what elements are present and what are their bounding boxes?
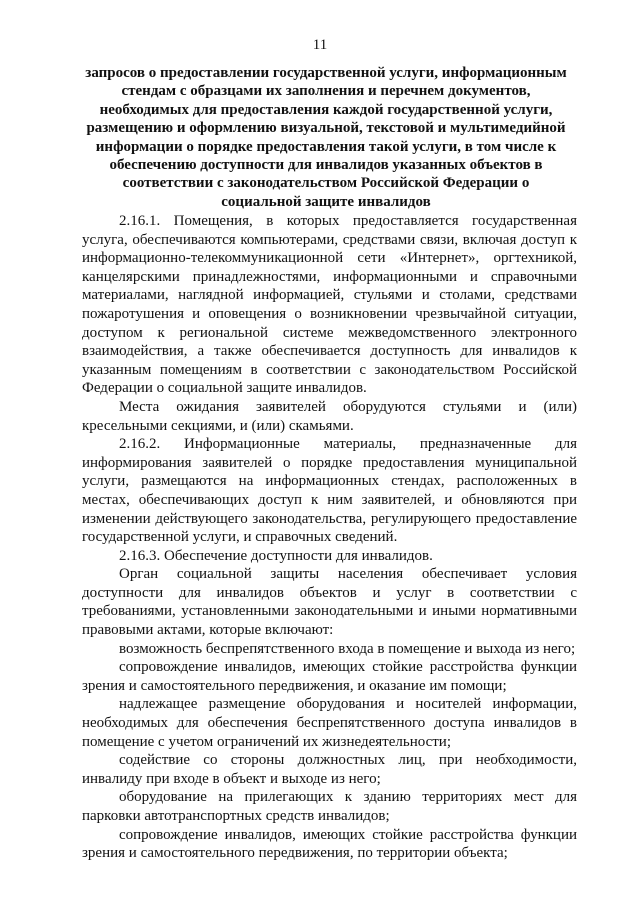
list-item: надлежащее размещение оборудования и носителей информации, необходимых для обеспечения беспрепятственного доступа инвалидов в помещение с учетом ограничений их жизнедеятельности; xyxy=(82,696,577,750)
list-item: содействие со стороны должностных лиц, при необходимости, инвалиду при входе в объект и выходе из него; xyxy=(82,752,577,787)
heading-line: соответствии с законодательством Российской Федерации о xyxy=(122,175,530,192)
heading-line: социальной защите инвалидов xyxy=(221,193,431,210)
paragraph-2-16-1: 2.16.1. Помещения, в которых предоставляется государственная услуга, обеспечиваются компьютерами, средствами связи, включая доступ к информационно-телекоммуникационной сети «Интернет», оргтехникой, канцелярскими принадлежностями, информационными и справочными материалами, наглядной информацией, стульями и столами, средствами пожаротушения и оповещения о возникновении чрезвычайной ситуации, доступом к региональной системе межведомственного электронного взаимодействия, а также обеспечивается доступность для инвалидов к указанным помещениям в соответствии с законодательством Российской Федерации о социальной защите инвалидов. xyxy=(82,213,577,397)
paragraph-accessibility-conditions: Орган социальной защиты населения обеспечивает условия доступности для инвалидов объектов и услуг в соответствии с требованиями, установленными законодательными и иными нормативными правовыми актами, которые включают: xyxy=(82,566,577,639)
list-item: сопровождение инвалидов, имеющих стойкие расстройства функции зрения и самостоятельного передвижения, по территории объекта; xyxy=(82,826,577,862)
list-item: оборудование на прилегающих к зданию территориях мест для парковки автотранспортных средств инвалидов; xyxy=(82,789,577,824)
paragraph-2-16-2: 2.16.2. Информационные материалы, предназначенные для информирования заявителей о порядке предоставления муниципальной услуги, размещаются на информационных стендах, расположенных в местах, обеспечивающих доступ к ним заявителей, и обновляются при изменении действующего законодательства, регулирующего предоставление государственной услуги, и справочных сведений. xyxy=(82,436,577,546)
body-text xyxy=(82,212,577,863)
heading-line: стендам с образцами их заполнения и перечнем документов, xyxy=(121,83,531,100)
paragraph-2-16-3: 2.16.3. Обеспечение доступности для инвалидов. xyxy=(119,547,433,564)
heading-line: размещению и оформлению визуальной, текстовой и мультимедийной xyxy=(86,120,566,137)
paragraph-waiting-places: Места ожидания заявителей оборудуются стульями и (или) кресельными секциями, и (или) скамьями. xyxy=(82,398,577,434)
page-number: 11 xyxy=(312,37,328,53)
list-item: сопровождение инвалидов, имеющих стойкие расстройства функции зрения и самостоятельного передвижения, и оказание им помощи; xyxy=(82,659,577,694)
heading-line: информации о порядке предоставления такой услуги, в том числе к xyxy=(95,138,557,155)
heading-line: необходимых для предоставления каждой государственной услуги, xyxy=(99,101,553,118)
heading-line: обеспечению доступности для инвалидов указанных объектов в xyxy=(109,157,543,174)
heading-line: запросов о предоставлении государственной услуги, информационным xyxy=(85,65,567,81)
section-heading xyxy=(66,64,586,211)
list-item: возможность беспрепятственного входа в помещение и выхода из него; xyxy=(119,640,576,657)
